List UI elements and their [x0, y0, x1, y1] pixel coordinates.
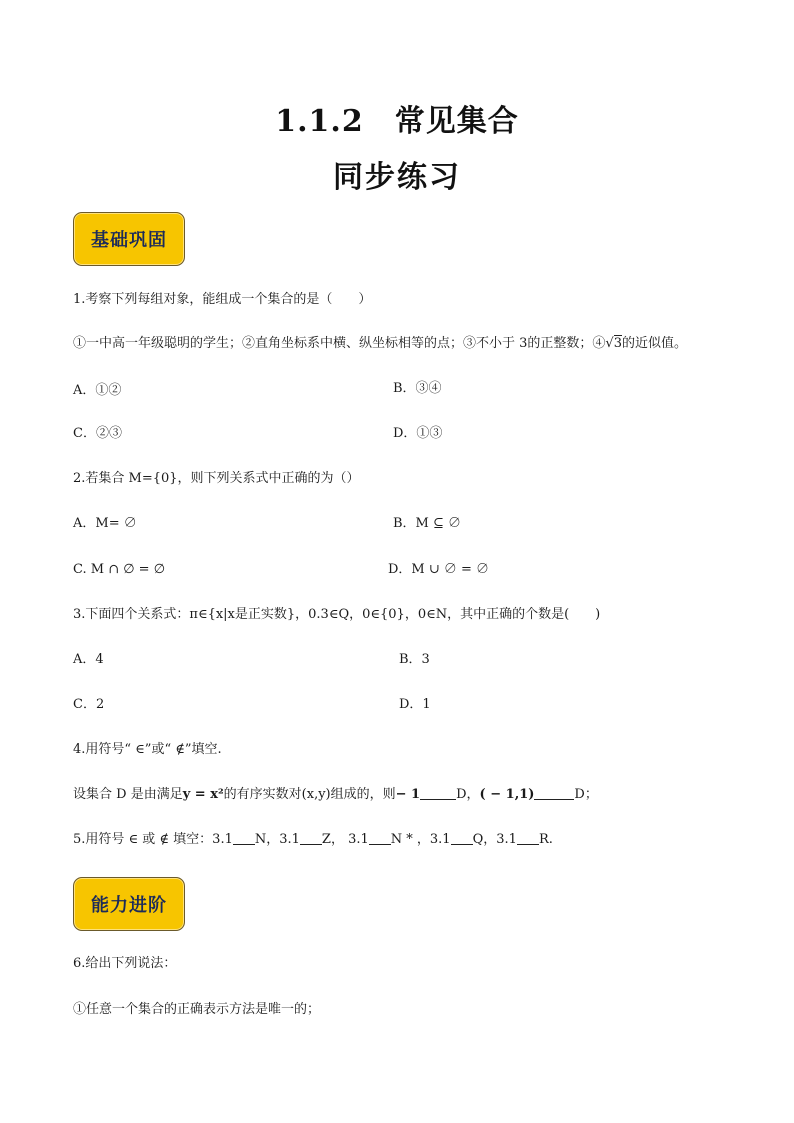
question-1-option-c[interactable]: C．②③: [73, 426, 122, 441]
q4-value-2: ( − 1,1): [479, 787, 535, 802]
q5-blank-4[interactable]: [451, 832, 473, 845]
question-1-option-d[interactable]: D．①③: [393, 426, 443, 441]
q4-blank-1[interactable]: [420, 787, 456, 800]
q4-value-1: − 1: [395, 787, 421, 802]
question-2-option-c[interactable]: C. M ∩ ∅ = ∅: [73, 562, 166, 577]
question-3-option-b[interactable]: B．3: [399, 652, 430, 667]
q5-stem: 5.用符号 ∈ 或 ∉ 填空：3.1: [73, 832, 233, 847]
q5-part-5: R.: [538, 832, 553, 847]
q4-equation: y = x²: [182, 787, 224, 802]
question-2-option-d[interactable]: D．M ∪ ∅ = ∅: [388, 562, 490, 577]
question-2-stem: 2.若集合 M={0}，则下列关系式中正确的为（）: [73, 471, 360, 486]
q4-text-c: 组成的，则: [330, 787, 396, 802]
sqrt-symbol: √3: [605, 336, 622, 351]
q5-blank-2[interactable]: [300, 832, 322, 845]
question-6-stem: 6.给出下列说法：: [73, 956, 177, 971]
question-4-line: [73, 787, 598, 803]
page-title: 1.1.2 常见集合: [275, 104, 519, 139]
q5-blank-3[interactable]: [369, 832, 391, 845]
section-badge-advanced: 能力进阶: [73, 877, 185, 931]
question-1-option-b[interactable]: B．③④: [393, 381, 442, 396]
q5-part-1: N，3.1: [254, 832, 300, 847]
question-4-stem: 4.用符号“ ∈”或“ ∉”填空.: [73, 742, 222, 757]
question-1-option-a[interactable]: A．①②: [73, 383, 122, 398]
q5-blank-1[interactable]: [233, 832, 255, 845]
question-2-option-b[interactable]: B．M ⊆ ∅: [393, 516, 462, 531]
section-badge-basic: 基础巩固: [73, 212, 185, 266]
question-1-stem: 1.考察下列每组对象，能组成一个集合的是（ ）: [73, 292, 372, 307]
question-5-line: [73, 832, 553, 848]
question-1-detail: [73, 336, 687, 352]
q4-after-1: D，: [456, 787, 480, 802]
q4-after-2: D；: [574, 787, 598, 802]
question-6-item-1: ①任意一个集合的正确表示方法是唯一的；: [73, 1002, 321, 1017]
page-subtitle: 同步练习: [333, 160, 461, 195]
question-3-option-a[interactable]: A．4: [73, 652, 104, 667]
q5-part-3: N * ，3.1: [390, 832, 451, 847]
q4-blank-2[interactable]: [534, 787, 574, 800]
sqrt-radicand: 3: [613, 336, 622, 351]
question-2-option-a[interactable]: A．M= ∅: [73, 516, 137, 531]
q4-text-a: 设集合 D 是由满足: [73, 787, 183, 802]
q5-part-2: Z， 3.1: [321, 832, 369, 847]
q4-pair: (x,y): [301, 787, 331, 802]
q4-text-b: 的有序实数对: [223, 787, 302, 802]
question-3-stem: 3.下面四个关系式：π∈{x|x是正实数}，0.3∈Q，0∈{0}，0∈N，其中正确的个数是( ): [73, 607, 601, 622]
question-3-option-d[interactable]: D．1: [399, 697, 431, 712]
q5-blank-5[interactable]: [517, 832, 539, 845]
question-3-option-c[interactable]: C．2: [73, 697, 105, 712]
q5-part-4: Q，3.1: [472, 832, 517, 847]
question-1-detail-a: ①一中高一年级聪明的学生；②直角坐标系中横、纵坐标相等的点；③不小于 3的正整数；④: [73, 336, 606, 351]
question-1-detail-b: 的近似值。: [621, 336, 687, 351]
